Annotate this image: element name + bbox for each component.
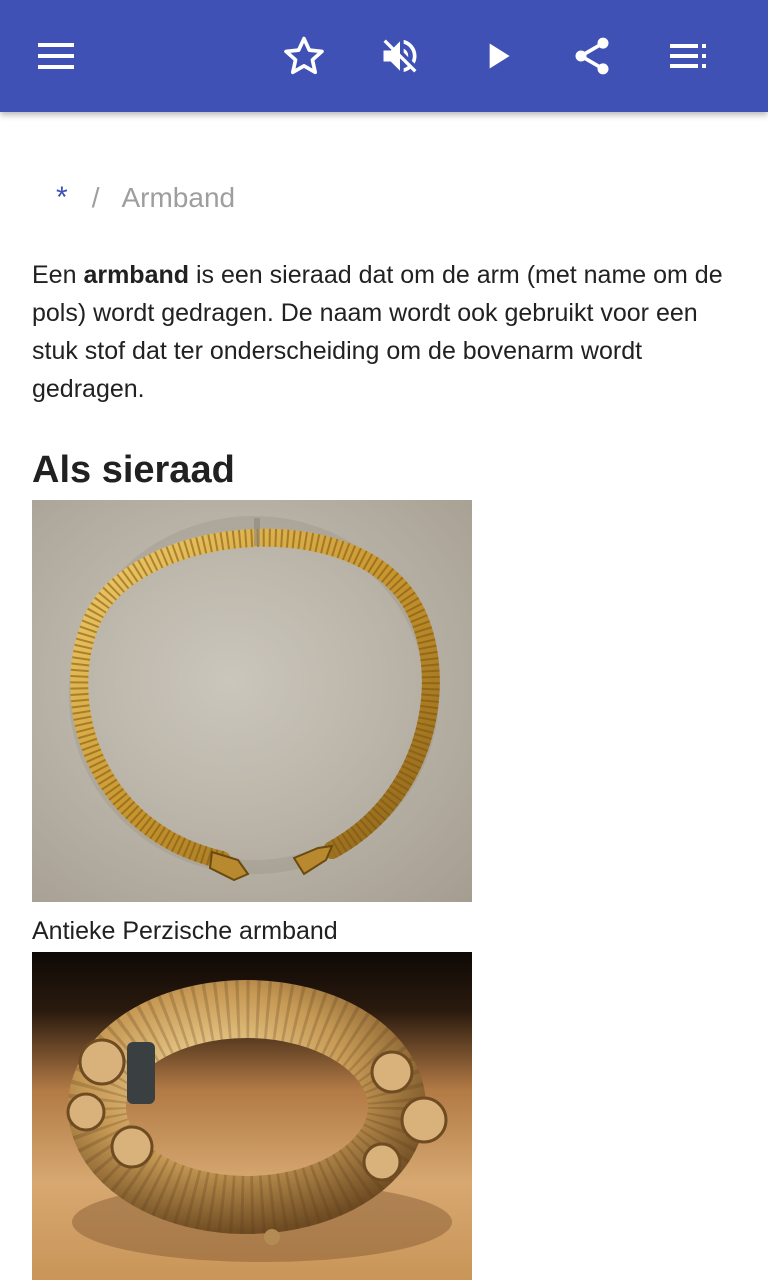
- intro-term: armband: [83, 261, 190, 289]
- volume-off-icon: [378, 34, 422, 78]
- breadcrumb-root-link[interactable]: *: [56, 181, 68, 214]
- star-outline-icon: [282, 34, 326, 78]
- share-icon: [570, 34, 614, 78]
- intro-prefix: Een: [32, 261, 84, 289]
- breadcrumb-separator: /: [91, 182, 100, 213]
- article-image-ornate-bracelet[interactable]: [32, 952, 472, 1280]
- intro-text: is een sieraad dat om de arm (met name om de pols) wordt gedragen. De naam wordt ook gebruikt voor een stuk stof dat ter onderscheiding om de bovenarm wordt gedragen.: [32, 261, 723, 403]
- breadcrumb-current: Armband: [121, 182, 236, 213]
- hamburger-menu-icon: [36, 36, 76, 76]
- menu-button[interactable]: [24, 24, 88, 88]
- toc-list-icon: [668, 36, 708, 76]
- section-heading: Als sieraad: [32, 449, 235, 491]
- article-image-persian-bracelet[interactable]: [32, 500, 472, 902]
- image-caption: Antieke Perzische armband: [32, 917, 338, 945]
- bracelet-photo-2: [32, 952, 472, 1280]
- breadcrumb: [56, 178, 235, 218]
- play-button[interactable]: [466, 24, 530, 88]
- app-toolbar: [0, 0, 768, 112]
- favorite-button[interactable]: [272, 24, 336, 88]
- contents-button[interactable]: [656, 24, 720, 88]
- mute-button[interactable]: [368, 24, 432, 88]
- play-icon: [478, 36, 518, 76]
- share-button[interactable]: [560, 24, 624, 88]
- bracelet-photo-1: [32, 500, 472, 902]
- article-intro: [32, 256, 736, 408]
